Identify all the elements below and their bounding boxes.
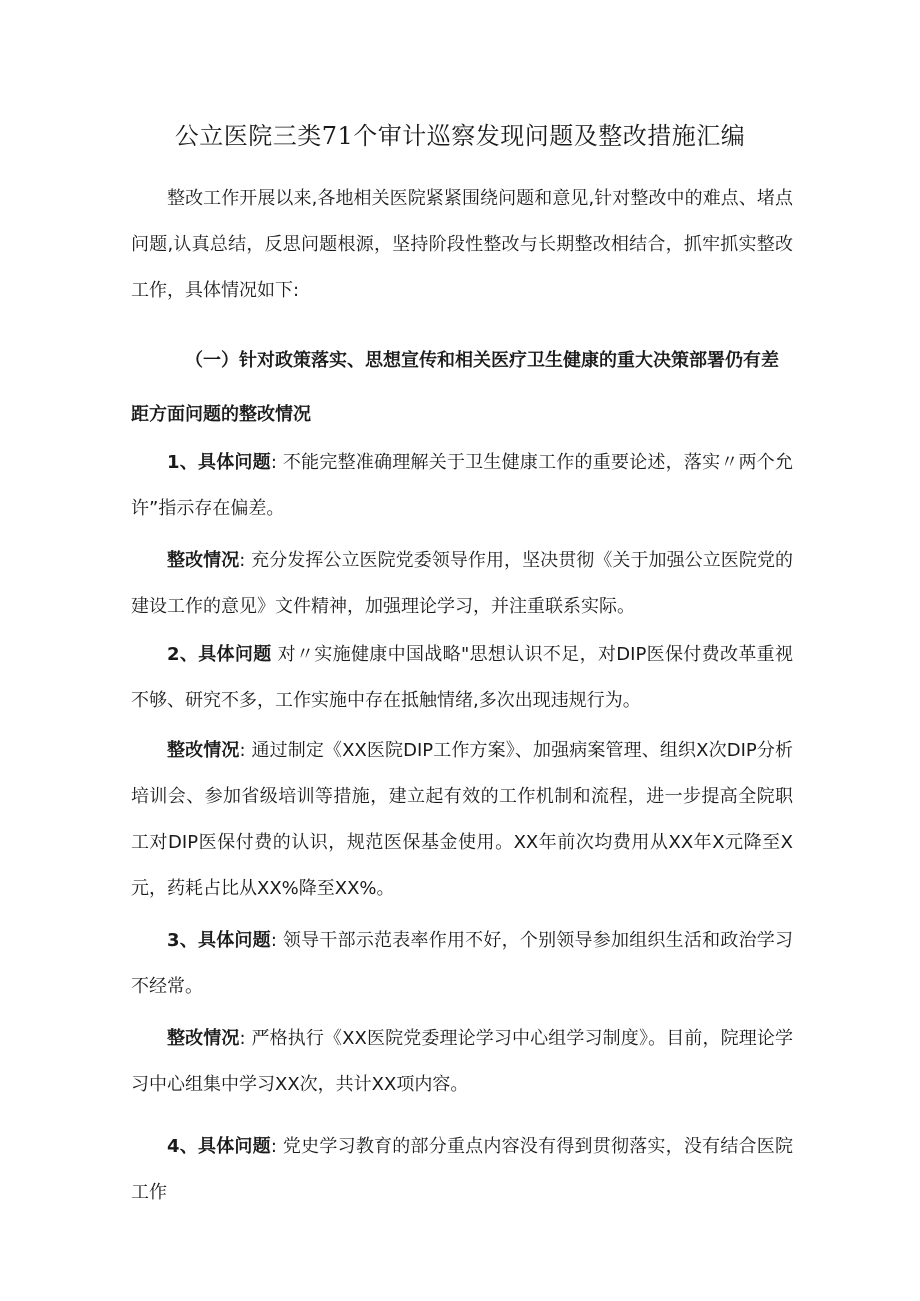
issue-label: 1、具体问题	[167, 452, 271, 473]
issue-text: 对〃实施健康中国战略"思想认识不足，对DIP医保付费改革重视不够、研究不多，工作实施中存在抵触情绪,多次出现违规行为。	[131, 644, 793, 711]
fix-text: 充分发挥公立医院党委领导作用，坚决贯彻《关于加强公立医院党的建设工作的意见》文件精神，加强理论学习，并注重联系实际。	[131, 550, 794, 617]
fix-paragraph	[131, 538, 793, 630]
intro-paragraph: 整改工作开展以来,各地相关医院紧紧围绕问题和意见,针对整改中的难点、堵点问题,认真总结，反思问题根源，坚持阶段性整改与长期整改相结合，抓牢抓实整改工作，具体情况如下:	[131, 188, 793, 301]
fix-text: 严格执行《XX医院党委理论学习中心组学习制度》。目前，院理论学习中心组集中学习XX次，共计XX项内容。	[131, 1028, 794, 1095]
fix-separator: :	[239, 550, 246, 571]
issue-text: 党史学习教育的部分重点内容没有得到贯彻落实，没有结合医院工作	[131, 1136, 794, 1203]
fix-separator: :	[239, 1028, 246, 1049]
document-title: 公立医院三类71个审计巡察发现问题及整改措施汇编	[174, 122, 746, 150]
issue-paragraph	[131, 440, 793, 532]
issue-paragraph	[131, 918, 793, 1010]
fix-label: 整改情况	[167, 550, 240, 571]
fix-label: 整改情况	[167, 1028, 240, 1049]
issue-paragraph	[131, 1124, 793, 1216]
issue-separator: :	[270, 930, 277, 951]
fix-separator: :	[239, 740, 246, 761]
fix-paragraph	[131, 1016, 793, 1108]
fix-label: 整改情况	[167, 740, 240, 761]
fix-text: 通过制定《XX医院DIP工作方案》、加强病案管理、组织X次DIP分析培训会、参加省级培训等措施，建立起有效的工作机制和流程，进一步提高全院职工对DIP医保付费的认识，规范医保基金使用。XX年前次均费用从XX年X元降至X元，药耗占比从XX%降至XX%。	[131, 740, 794, 899]
issue-paragraph	[131, 632, 793, 724]
issue-separator: :	[270, 452, 277, 473]
fix-paragraph	[131, 728, 793, 912]
issue-label: 4、具体问题	[167, 1136, 271, 1157]
issue-label: 3、具体问题	[167, 930, 271, 951]
issue-label: 2、具体问题	[167, 644, 272, 665]
issue-separator: :	[270, 1136, 277, 1157]
issue-text: 不能完整准确理解关于卫生健康工作的重要论述，落实〃两个允许”指示存在偏差。	[131, 452, 794, 519]
section-heading: （一）针对政策落实、思想宣传和相关医疗卫生健康的重大决策部署仍有差距方面问题的整改情况	[131, 350, 779, 425]
issue-text: 领导干部示范表率作用不好，个别领导参加组织生活和政治学习不经常。	[131, 930, 794, 997]
